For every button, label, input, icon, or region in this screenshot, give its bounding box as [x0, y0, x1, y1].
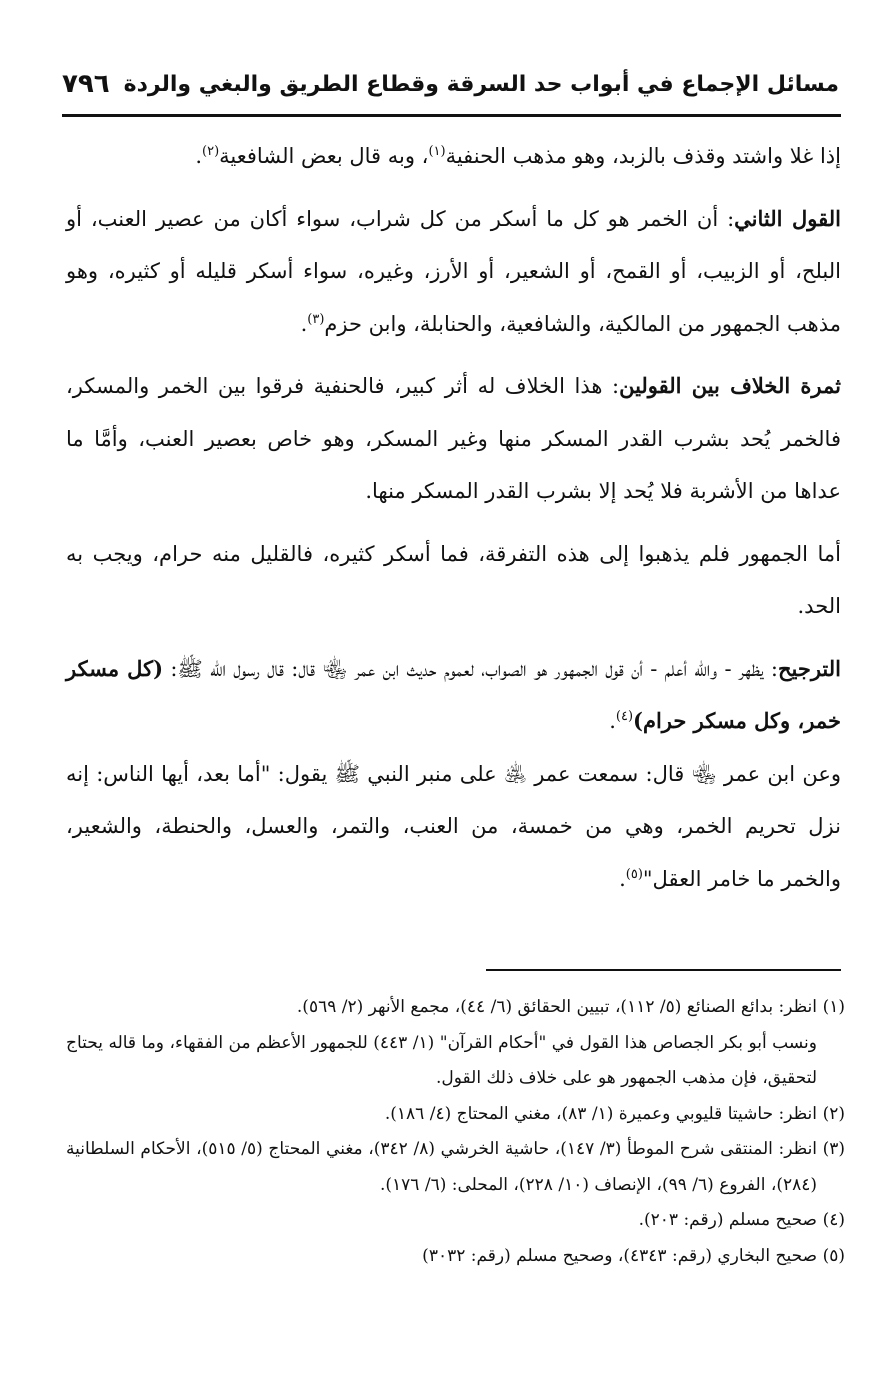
footnote-number: (٢) [822, 1103, 845, 1124]
paragraph-4 [66, 528, 841, 633]
paragraph-text: . [195, 144, 203, 168]
footnote-text: صحيح مسلم (رقم: ٢٠٣). [638, 1210, 817, 1230]
paragraph-text: . [300, 311, 308, 336]
footnote-continuation: ونسب أبو بكر الجصاص هذا القول في "أحكام القرآن" (١/ ٤٤٣) للجمهور الأعظم من الفقهاء، وما قاله يحتاج لتحقيق، فإن مذهب الجمهور هو على خلاف ذلك القول. [66, 1032, 817, 1088]
footnote-text: صحيح البخاري (رقم: ٤٣٤٣)، وصحيح مسلم (رقم: ٣٠٣٢) [422, 1245, 817, 1266]
paragraph-text: : هذا الخلاف له أثر كبير، فالحنفية فرقوا بين الخمر والمسكر، فالخمر يُحد بشرب القدر المسكر منها وغير المسكر، وهو خاص بعصير العنب، وأمَّا ما عداها من الأشربة فلا يُحد إلا بشرب القدر المسكر منها. [66, 374, 841, 503]
footnote-2 [66, 1097, 845, 1133]
hadith-quote: (كل مسكر خمر، وكل مسكر حرام) [66, 655, 841, 733]
footnote-1 [66, 990, 845, 1097]
footnote-ref-2[interactable]: (٢) [202, 144, 220, 159]
footnote-5 [66, 1239, 845, 1275]
paragraph-6 [66, 748, 841, 906]
footnote-ref-3[interactable]: (٣) [307, 311, 325, 327]
footnote-number: (٣) [822, 1139, 845, 1159]
footnote-ref-5[interactable]: (٥) [625, 866, 643, 882]
footnote-number: (٥) [822, 1245, 845, 1266]
footnote-number: (١) [822, 997, 845, 1017]
paragraph-lead: القول الثاني [734, 205, 842, 231]
footnotes [66, 990, 845, 1274]
paragraph-3 [66, 360, 841, 518]
paragraph-text: وعن ابن عمر ﵄ قال: سمعت عمر ﵁ على منبر النبي ﷺ يقول: "أما بعد، أيها الناس: إنه نزل تحريم الخمر، وهي من خمسة، من العنب، والتمر، والعسل، والحنطة، والشعير، والخمر ما خامر العقل" [66, 761, 841, 891]
paragraph-1 [66, 130, 841, 183]
footnote-text: انظر: بدائع الصنائع (٥/ ١١٢)، تبيين الحقائق (٦/ ٤٤)، مجمع الأنهر (٢/ ٥٦٩). [296, 997, 817, 1017]
paragraph-text: . [619, 866, 626, 891]
paragraph-text: : يظهر - والله أعلم - أن قول الجمهور هو الصواب، لعموم حديث ابن عمر ﵄ قال: قال رسول الله ﷺ: [163, 656, 778, 681]
header-rule [62, 114, 841, 117]
paragraph-2 [66, 193, 841, 351]
footnote-text: انظر: المنتقى شرح الموطأ (٣/ ١٤٧)، حاشية الخرشي (٨/ ٣٤٢)، مغني المحتاج (٥/ ٥١٥)، الأحكام السلطانية (٢٨٤)، الفروع (٦/ ٩٩)، الإنصاف (١٠/ ٢٢٨)، المحلى: (٦/ ١٧٦). [66, 1139, 818, 1195]
footnote-3 [66, 1132, 845, 1203]
running-title: مسائل الإجماع في أبواب حد السرقة وقطاع الطريق والبغي والردة [123, 71, 839, 97]
paragraph-lead: ثمرة الخلاف بين القولين [619, 373, 841, 398]
footnote-ref-1[interactable]: (١) [428, 144, 446, 159]
footnote-separator [486, 969, 841, 971]
paragraph-5 [66, 643, 841, 748]
paragraph-text: . [609, 709, 616, 733]
main-text [66, 130, 841, 905]
footnote-number: (٤) [822, 1210, 845, 1230]
paragraph-text: أما الجمهور فلم يذهبوا إلى هذه التفرقة، فما أسكر كثيره، فالقليل منه حرام، ويجب به الحد. [66, 541, 841, 618]
page-number: ٧٩٦ [62, 69, 110, 99]
footnote-ref-4[interactable]: (٤) [615, 709, 634, 724]
paragraph-text: ، وبه قال بعض الشافعية [219, 144, 429, 168]
paragraph-lead: الترجيح [777, 655, 841, 681]
page-header [62, 58, 839, 110]
paragraph-text: : أن الخمر هو كل ما أسكر من كل شراب، سواء أكان من عصير العنب، أو البلح، أو الزبيب، أو القمح، أو الشعير، أو الأرز، وغيره، سواء أسكر قليله أو كثيره، وهو مذهب الجمهور من المالكية، والشافعية، والحنابلة، وابن حزم [66, 206, 841, 336]
paragraph-text: إذا غلا واشتد وقذف بالزبد، وهو مذهب الحنفية [445, 144, 841, 168]
footnote-text: انظر: حاشيتا قليوبي وعميرة (١/ ٨٣)، مغني المحتاج (٤/ ١٨٦). [384, 1103, 817, 1124]
footnote-4 [66, 1203, 845, 1239]
